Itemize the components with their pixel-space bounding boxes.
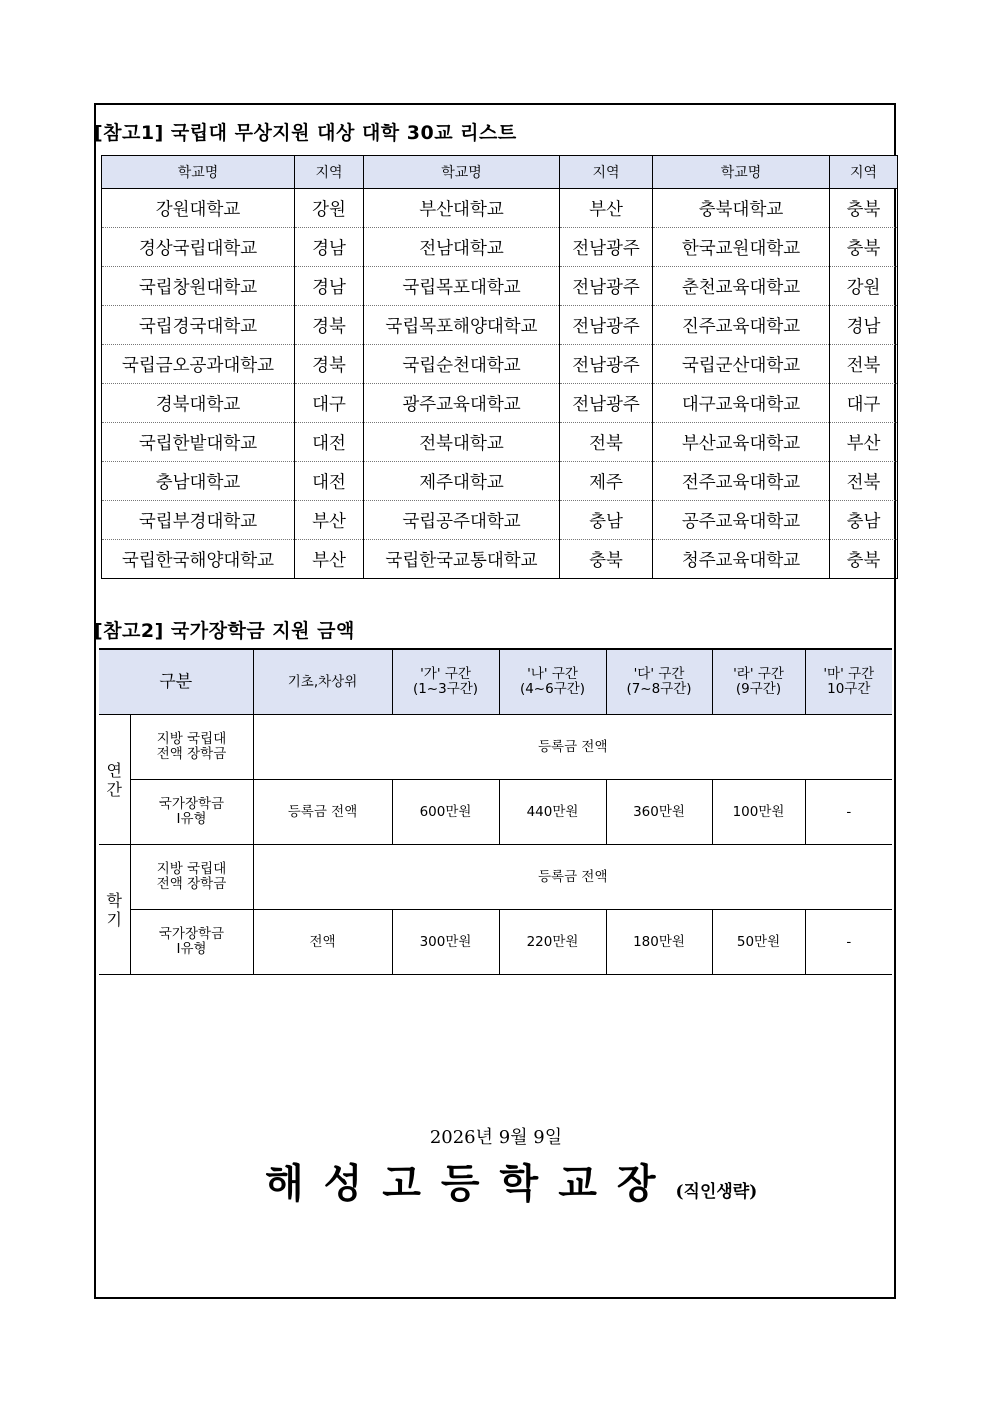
header-ga (392, 649, 499, 715)
label-line: Ⅰ유형 (176, 811, 207, 827)
school-name-cell: 전주교육대학교 (653, 462, 830, 501)
region-cell: 전남광주 (560, 384, 653, 423)
region-cell: 대전 (295, 462, 364, 501)
label-line: 전액 장학금 (156, 876, 227, 892)
school-name-cell: 공주교육대학교 (653, 501, 830, 540)
ref1-heading: [참고1] 국립대 무상지원 대상 대학 30교 리스트 (94, 122, 517, 144)
region-cell: 대구 (295, 384, 364, 423)
region-cell: 경북 (295, 345, 364, 384)
university-list-body (102, 189, 898, 579)
local-scholarship-label (130, 715, 253, 780)
local-scholarship-value: 등록금 전액 (253, 845, 892, 910)
group-label-annual (99, 715, 130, 845)
table-row (99, 715, 892, 780)
group-label-char: 간 (106, 779, 122, 799)
amount-ga: 600만원 (392, 780, 499, 845)
school-name-cell: 국립금오공과대학교 (102, 345, 295, 384)
region-cell: 충북 (830, 228, 898, 267)
amount-ma: - (805, 780, 892, 845)
school-name-cell: 부산교육대학교 (653, 423, 830, 462)
group-label-char: 기 (106, 909, 122, 929)
table-row (99, 780, 892, 845)
header-region-2: 지역 (560, 156, 653, 189)
region-cell: 대구 (830, 384, 898, 423)
table-row (102, 423, 898, 462)
header-ma-line2: 10구간 (827, 681, 871, 697)
school-name-cell: 진주교육대학교 (653, 306, 830, 345)
school-name-cell: 한국교원대학교 (653, 228, 830, 267)
table-row (102, 267, 898, 306)
region-cell: 경남 (295, 267, 364, 306)
group-label-char: 연 (106, 760, 122, 780)
region-cell: 전남광주 (560, 306, 653, 345)
table-row (102, 345, 898, 384)
region-cell: 제주 (560, 462, 653, 501)
region-cell: 충남 (560, 501, 653, 540)
region-cell: 부산 (830, 423, 898, 462)
header-ra (712, 649, 805, 715)
label-line: Ⅰ유형 (176, 941, 207, 957)
header-school-3: 학교명 (653, 156, 830, 189)
region-cell: 경남 (295, 228, 364, 267)
school-name-cell: 광주교육대학교 (364, 384, 560, 423)
label-line: 전액 장학금 (156, 746, 227, 762)
header-ra-line2: (9구간) (735, 681, 782, 697)
amount-basic: 등록금 전액 (253, 780, 392, 845)
region-cell: 전남광주 (560, 267, 653, 306)
region-cell: 충남 (830, 501, 898, 540)
header-school-2: 학교명 (364, 156, 560, 189)
region-cell: 경북 (295, 306, 364, 345)
label-line: 국가장학금 (158, 796, 225, 812)
table-row (102, 228, 898, 267)
table-header-row (102, 156, 898, 189)
region-cell: 부산 (295, 540, 364, 579)
national-scholarship-label (130, 910, 253, 975)
region-cell: 전북 (560, 423, 653, 462)
school-name-cell: 국립부경대학교 (102, 501, 295, 540)
label-line: 지방 국립대 (156, 731, 227, 747)
amount-ra: 100만원 (712, 780, 805, 845)
header-da-line1: '다' 구간 (633, 666, 685, 682)
header-na (499, 649, 606, 715)
header-ma (805, 649, 892, 715)
table-row (102, 384, 898, 423)
region-cell: 경남 (830, 306, 898, 345)
region-cell: 부산 (560, 189, 653, 228)
region-cell: 부산 (295, 501, 364, 540)
local-scholarship-value: 등록금 전액 (253, 715, 892, 780)
region-cell: 강원 (295, 189, 364, 228)
region-cell: 충북 (560, 540, 653, 579)
header-na-line1: '나' 구간 (527, 666, 578, 682)
header-category: 구분 (99, 649, 253, 715)
amount-basic: 전액 (253, 910, 392, 975)
amount-ma: - (805, 910, 892, 975)
table-row (102, 462, 898, 501)
region-cell: 강원 (830, 267, 898, 306)
school-name-cell: 국립한밭대학교 (102, 423, 295, 462)
region-cell: 전북 (830, 462, 898, 501)
school-name-cell: 부산대학교 (364, 189, 560, 228)
school-name-cell: 국립공주대학교 (364, 501, 560, 540)
label-line: 지방 국립대 (156, 861, 227, 877)
header-da-line2: (7~8구간) (626, 681, 692, 697)
school-name-cell: 경북대학교 (102, 384, 295, 423)
school-name-cell: 강원대학교 (102, 189, 295, 228)
ref2-heading: [참고2] 국가장학금 지원 금액 (94, 620, 355, 642)
region-cell: 전남광주 (560, 228, 653, 267)
school-name-cell: 국립순천대학교 (364, 345, 560, 384)
school-name-cell: 국립경국대학교 (102, 306, 295, 345)
header-ga-line2: (1~3구간) (412, 681, 479, 697)
school-name-cell: 국립한국교통대학교 (364, 540, 560, 579)
school-name-cell: 국립목포대학교 (364, 267, 560, 306)
school-name-cell: 청주교육대학교 (653, 540, 830, 579)
group-label-char: 학 (106, 890, 122, 910)
school-name-cell: 춘천교육대학교 (653, 267, 830, 306)
school-name-cell: 국립목포해양대학교 (364, 306, 560, 345)
header-school-1: 학교명 (102, 156, 295, 189)
table-row (102, 540, 898, 579)
amount-da: 180만원 (606, 910, 712, 975)
school-name-cell: 국립창원대학교 (102, 267, 295, 306)
school-name-cell: 경상국립대학교 (102, 228, 295, 267)
school-name-cell: 충북대학교 (653, 189, 830, 228)
national-scholarship-label (130, 780, 253, 845)
issue-date: 2026년 9월 9일 (429, 1127, 563, 1148)
header-da (606, 649, 712, 715)
university-list-table (101, 155, 898, 579)
header-region-1: 지역 (295, 156, 364, 189)
header-na-line2: (4~6구간) (519, 681, 586, 697)
label-line: 국가장학금 (158, 926, 225, 942)
table-row (102, 306, 898, 345)
region-cell: 전남광주 (560, 345, 653, 384)
region-cell: 충북 (830, 540, 898, 579)
school-name-cell: 충남대학교 (102, 462, 295, 501)
amount-ra: 50만원 (712, 910, 805, 975)
amount-da: 360만원 (606, 780, 712, 845)
school-name-cell: 제주대학교 (364, 462, 560, 501)
amount-na: 220만원 (499, 910, 606, 975)
region-cell: 전북 (830, 345, 898, 384)
school-name-cell: 전남대학교 (364, 228, 560, 267)
school-name-cell: 대구교육대학교 (653, 384, 830, 423)
school-name-cell: 국립한국해양대학교 (102, 540, 295, 579)
header-ga-line1: '가' 구간 (420, 666, 471, 682)
table-row (102, 189, 898, 228)
region-cell: 충북 (830, 189, 898, 228)
header-ra-line1: '라' 구간 (733, 666, 784, 682)
group-label-semester (99, 845, 130, 975)
amount-ga: 300만원 (392, 910, 499, 975)
signer-name: 해성고등학교장 (265, 1160, 676, 1207)
school-name-cell: 국립군산대학교 (653, 345, 830, 384)
amount-na: 440만원 (499, 780, 606, 845)
table-row (99, 910, 892, 975)
scholarship-amount-table (99, 648, 892, 975)
signer-line (265, 1152, 757, 1209)
local-scholarship-label (130, 845, 253, 910)
table-header-row (99, 649, 892, 715)
table-row (102, 501, 898, 540)
school-name-cell: 전북대학교 (364, 423, 560, 462)
header-region-3: 지역 (830, 156, 898, 189)
seal-note: (직인생략) (675, 1182, 758, 1202)
header-ma-line1: '마' 구간 (823, 666, 875, 682)
header-basic: 기초,차상위 (253, 649, 392, 715)
region-cell: 대전 (295, 423, 364, 462)
table-row (99, 845, 892, 910)
